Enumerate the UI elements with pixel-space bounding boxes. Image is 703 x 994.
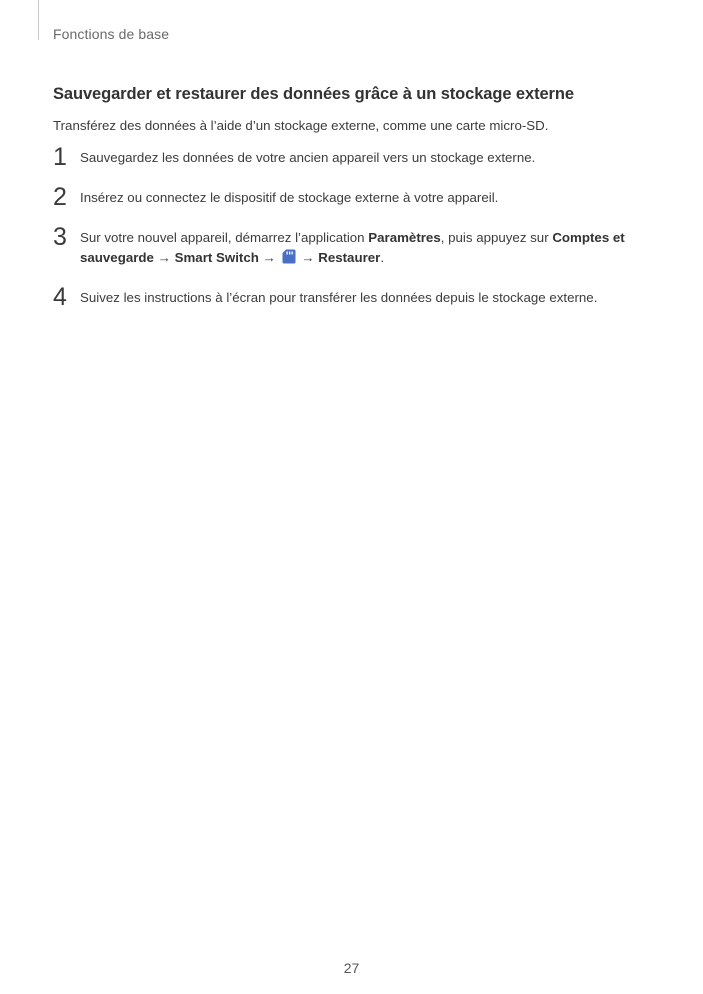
arrow: →	[153, 250, 175, 265]
step-text	[80, 230, 625, 265]
step-text-middle: , puis appuyez sur	[440, 230, 553, 245]
step-text-before: Sur votre nouvel appareil, démarrez l’application	[80, 230, 369, 245]
step-text: Sauvegardez les données de votre ancien appareil vers un stockage externe.	[80, 150, 536, 165]
step-number: 2	[53, 183, 67, 211]
steps-list	[53, 143, 653, 311]
arrow: →	[297, 250, 319, 265]
section-intro: Transférez des données à l’aide d’un stockage externe, comme une carte micro-SD.	[53, 118, 549, 133]
section-title: Sauvegarder et restaurer des données grâce à un stockage externe	[53, 85, 574, 103]
sd-card-icon	[282, 249, 296, 264]
page-number: 27	[343, 960, 360, 976]
app-name-parametres: Paramètres	[368, 230, 441, 245]
step-number: 1	[53, 143, 67, 171]
step-number: 4	[53, 283, 67, 311]
menu-smart-switch: Smart Switch	[174, 250, 259, 265]
step-text: Insérez ou connectez le dispositif de stockage externe à votre appareil.	[80, 190, 499, 205]
menu-restaurer: Restaurer	[318, 250, 381, 265]
step-4	[53, 283, 653, 311]
arrow: →	[258, 250, 280, 265]
step-1	[53, 143, 653, 171]
step-text: Suivez les instructions à l’écran pour transférer les données depuis le stockage externe.	[80, 290, 598, 305]
running-header: Fonctions de base	[53, 26, 170, 42]
step-text-after: .	[380, 250, 385, 265]
step-2	[53, 183, 653, 211]
menu-comptes-et-sauvegarde: Comptes et sauvegarde	[80, 230, 625, 265]
backup-restore-section	[53, 83, 653, 328]
header-rule	[38, 0, 39, 40]
step-number: 3	[53, 223, 67, 251]
step-3	[53, 223, 653, 268]
